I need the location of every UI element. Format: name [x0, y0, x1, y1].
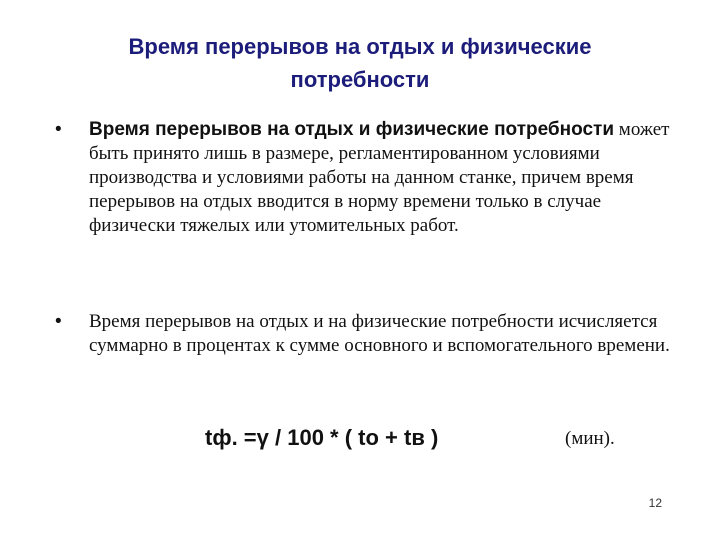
bullet-text-2: Время перерывов на отдых и на физические потребности исчисляется суммарно в процентах к сумме основного и вспомогательного времени. [89, 311, 670, 356]
bullet-text-1 [89, 118, 689, 238]
page-number: 12 [648, 496, 662, 510]
bullet-1-bold-phrase: Время перерывов на отдых и физические потребности [89, 119, 615, 140]
slide-title [60, 30, 660, 96]
formula: tф. =γ / 100 * ( tо + tв ) [205, 425, 439, 450]
bullet-marker: • [55, 119, 62, 140]
bullet-marker: • [55, 311, 62, 332]
title-line-2: потребности [290, 67, 430, 92]
bullet-1-body: может быть принято лишь в размере, регламентированном условиями производства и условиями работы на данном станке, причем время перерывов на отдых вводится в норму времени только в случае физически тяжелых или утомительных работ. [89, 119, 670, 236]
title-line-1: Время перерывов на отдых и физические [128, 34, 592, 59]
formula-unit: (мин). [565, 428, 615, 449]
